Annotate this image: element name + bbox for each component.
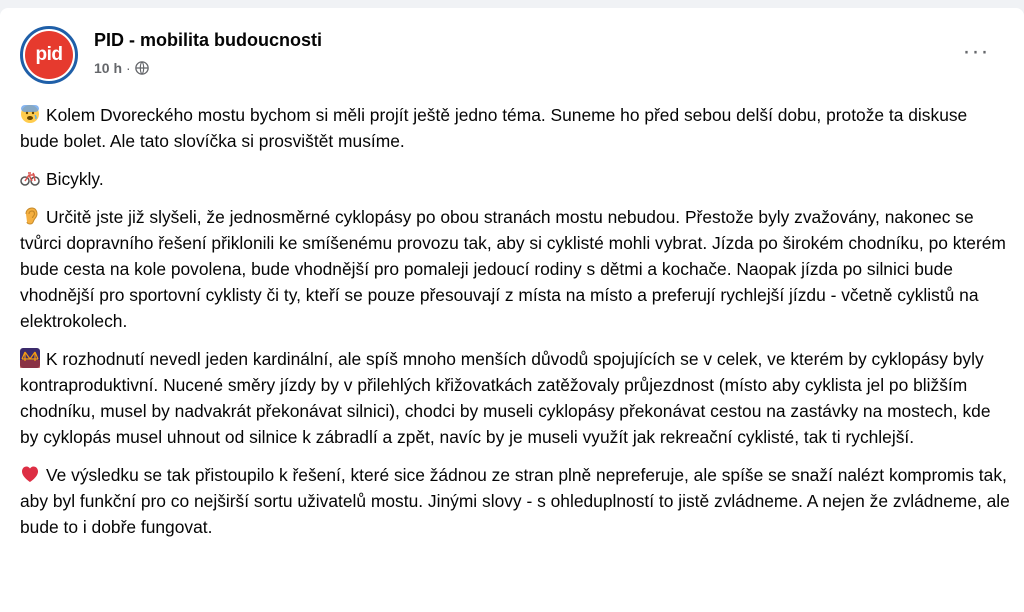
post-paragraph bbox=[20, 346, 1010, 450]
public-globe-icon[interactable] bbox=[135, 61, 149, 75]
post-paragraph bbox=[20, 204, 1010, 334]
paragraph-text: Kolem Dvoreckého mostu bychom si měli projít ještě jedno téma. Suneme ho před sebou delší dobu, protože ta diskuse bude bolet. Ale tato slovíčka si prosvištět musíme. bbox=[20, 105, 968, 151]
avatar-logo: pid bbox=[25, 31, 73, 79]
paragraph-text: Určitě jste již slyšeli, že jednosměrné cyklopásy po obou stranách mostu nebudou. Přestože byly zvažovány, nakonec se tvůrci dopravního řešení přiklonili ke smíšenému provozu tak, aby si cyklisté mohli vybrat. Jízda po širokém chodníku, po kterém bude cesta na kole povolena, bude vhodnější pro pomaleji jedoucí rodiny s dětmi a kochače. Naopak jízda po silnici bude vhodnější pro sportovní cyklisty či ty, kteří se pouze přesouvají z místa na místo a preferují rychlejší jízdu - včetně cyklistů na elektrokolech. bbox=[20, 207, 1006, 331]
meta-separator: · bbox=[126, 60, 131, 76]
page-avatar[interactable] bbox=[20, 26, 78, 84]
post-timestamp[interactable]: 10 h bbox=[94, 60, 123, 76]
more-options-button[interactable] bbox=[958, 38, 994, 66]
post-paragraph bbox=[20, 166, 1010, 192]
ear-icon bbox=[20, 206, 40, 226]
post-paragraph bbox=[20, 102, 1010, 154]
paragraph-text: Bicykly. bbox=[46, 169, 104, 189]
post-header bbox=[18, 24, 1006, 88]
post-card bbox=[0, 8, 1024, 612]
page-name-link[interactable]: PID - mobilita budoucnosti bbox=[94, 30, 322, 50]
bicycle-icon bbox=[20, 168, 40, 188]
more-dots-icon: ··· bbox=[962, 38, 990, 65]
paragraph-text: Ve výsledku se tak přistoupilo k řešení, které sice žádnou ze stran plně nepreferuje, ale spíše se snaží nalézt kompromis tak, aby byl funkční pro co nejširší sortu uživatelů mostu. Jinými slovy - s ohleduplností to jistě zvládneme. A nejen že zvládneme, ale bude to i dobře fungovat. bbox=[20, 465, 1010, 537]
post-paragraph bbox=[20, 462, 1010, 540]
post-meta bbox=[94, 60, 149, 76]
anxious-face-icon bbox=[20, 104, 40, 124]
paragraph-text: K rozhodnutí nevedl jeden kardinální, ale spíš mnoho menších důvodů spojujících se v celek, ve kterém by cyklopásy byly kontraproduktivní. Nucené směry jízdy by v přilehlých křižovatkách zatěžovaly průjezdnost (místo aby cyklista jel po bližším chodníku, musel by nadvakrát překonávat silnici), chodci by museli cyklopásy překonávat cestou na zastávky na mostech, kde by cyklopás musel uhnout od silnice k zábradlí a zpět, navíc by je museli využít jak rekreační cyklisté, tak ti rychlejší. bbox=[20, 349, 991, 447]
bridge-at-night-icon bbox=[20, 348, 40, 368]
red-heart-icon bbox=[20, 464, 40, 484]
post-body bbox=[20, 102, 1010, 552]
